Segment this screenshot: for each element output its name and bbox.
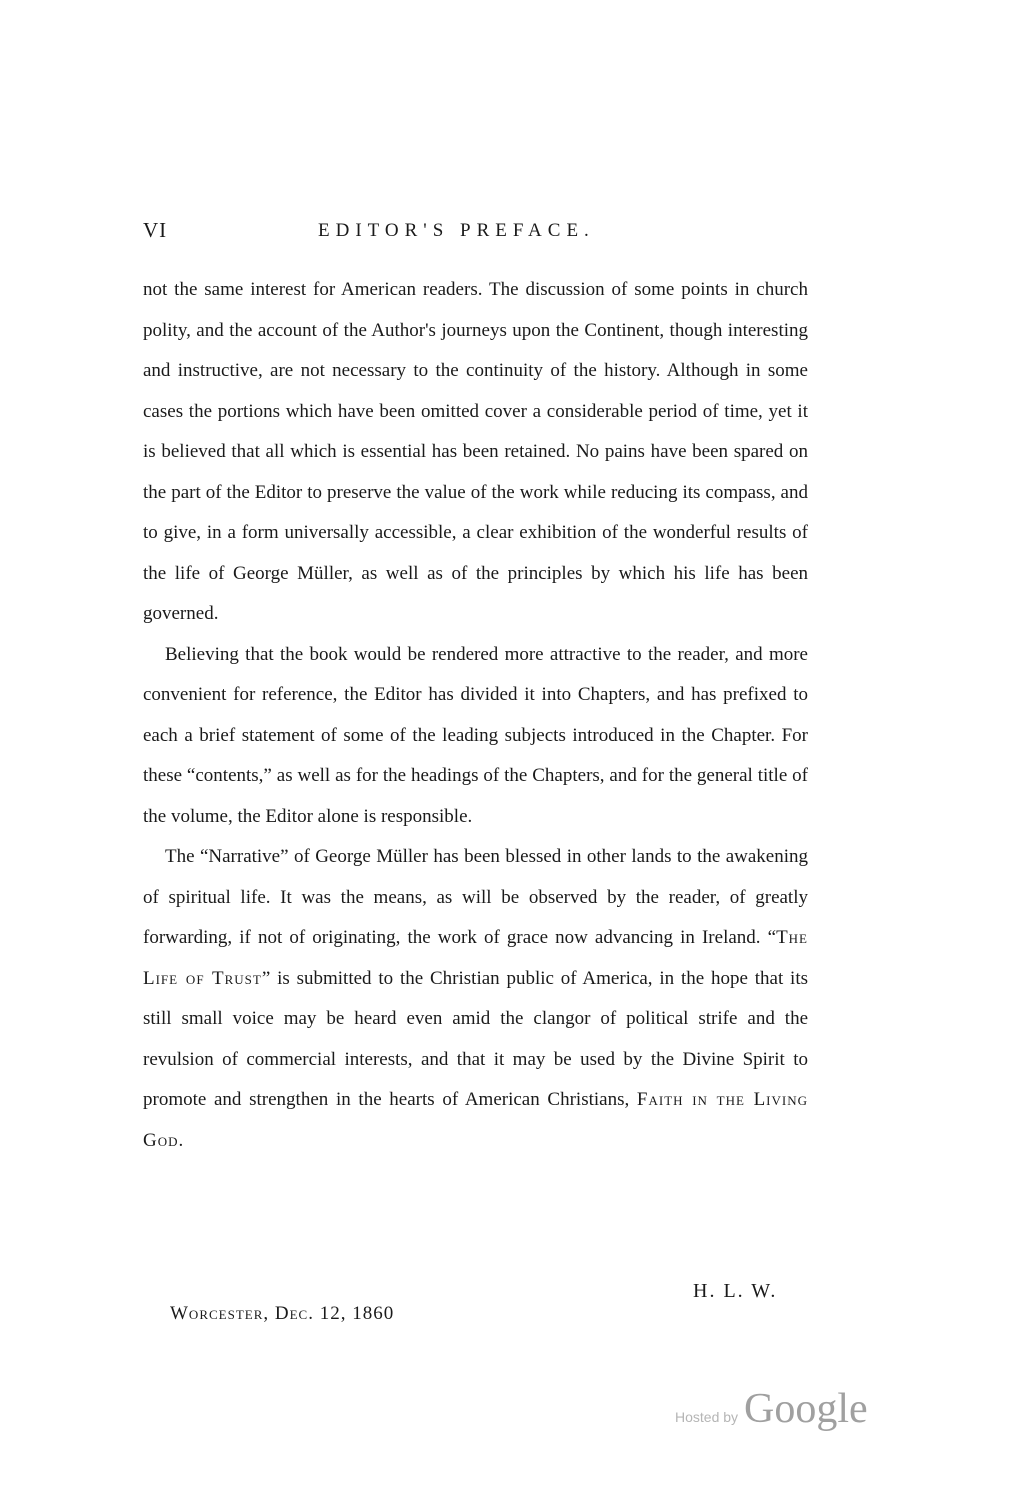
running-title: EDITOR'S PREFACE.	[318, 220, 595, 241]
paragraph-3	[143, 837, 808, 1161]
editor-initials: H. L. W.	[693, 1280, 778, 1302]
google-logo: Google	[744, 1386, 868, 1432]
paragraph-3-text-a: The “Narrative” of George Müller has been blessed in other lands to the awakening of spiritual life. It was the means, as will be observed by the reader, of greatly forwarding, if not of originating, the work of grace now advancing in Ireland. “	[143, 846, 808, 948]
book-title-small-caps: The Life of Trust	[143, 927, 808, 989]
paragraph-1: not the same interest for American readers. The discussion of some points in church polity, and the account of the Author's journeys upon the Continent, though interesting and instructive, are not necessary to the continuity of the history. Although in some cases the portions which have been omitted cover a considerable period of time, yet it is believed that all which is essential has been retained. No pains have been spared on the part of the Editor to preserve the value of the work while reducing its compass, and to give, in a form universally accessible, a clear exhibition of the wonderful results of the life of George Müller, as well as of the principles by which his life has been governed.	[143, 279, 808, 624]
running-head	[143, 218, 813, 248]
paragraph-2: Believing that the book would be rendered more attractive to the reader, and more convenient for reference, the Editor has divided it into Chapters, and has prefixed to each a brief statement of some of the leading subjects introduced in the Chapter. For these “contents,” as well as for the headings of the Chapters, and for the general title of the volume, the Editor alone is responsible.	[143, 643, 808, 827]
page-number: VI	[143, 218, 168, 242]
paragraph-3-end: .	[178, 1129, 184, 1151]
hosted-by-google-watermark	[675, 1385, 868, 1445]
paragraph-3-text-b: ” is submitted to the Christian public of America, in the hope that its still small voice may be heard even amid the clangor of political strife and the revulsion of commercial interests, and that it may be used by the Divine Spirit to promote and strengthen in the hearts of American Christians,	[143, 967, 808, 1110]
place-date-line: Worcester, Dec. 12, 1860	[170, 1303, 395, 1324]
preface-body	[143, 270, 808, 1161]
closing-phrase-small-caps: Faith in the Living God	[143, 1089, 809, 1151]
hosted-by-label: Hosted by	[675, 1409, 739, 1425]
